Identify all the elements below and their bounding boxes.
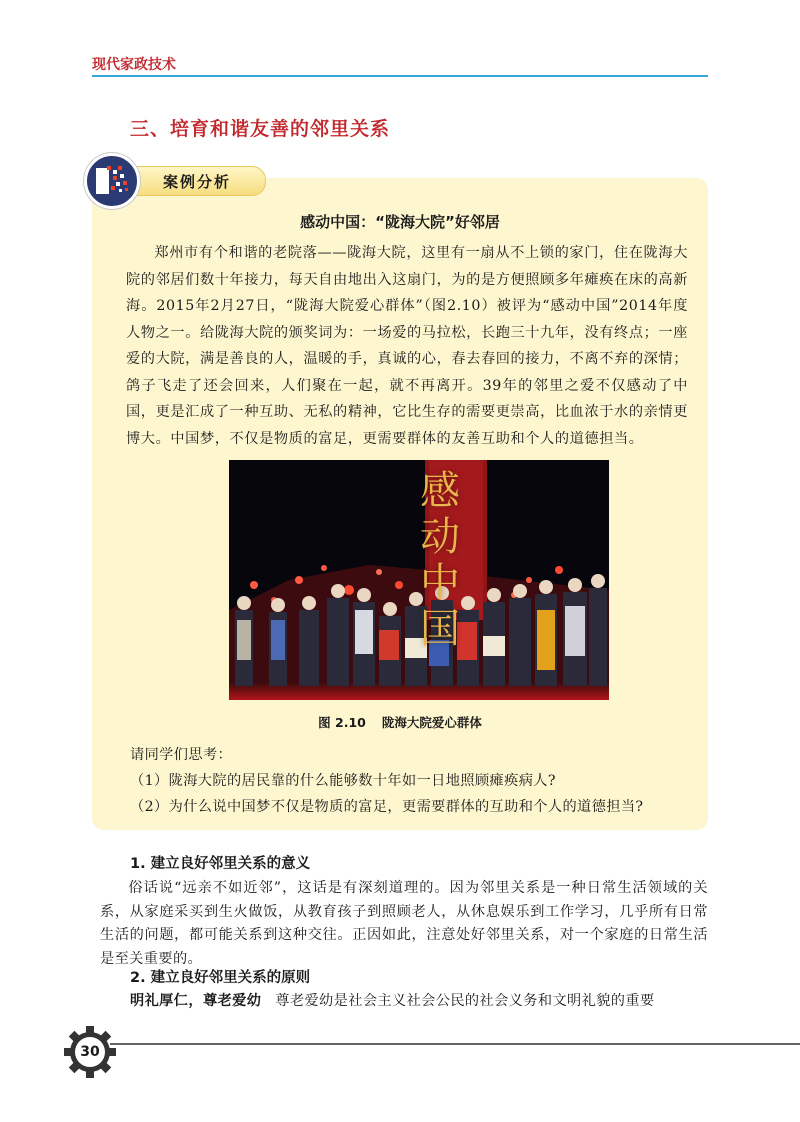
header-divider xyxy=(92,75,708,77)
page-number: 30 xyxy=(80,1044,100,1060)
footer-divider xyxy=(110,1043,800,1045)
section-title: 三、培育和谐友善的邻里关系 xyxy=(130,118,391,140)
body-paragraph-1: 俗话说“远亲不如近邻”，这话是有深刻道理的。因为邻里关系是一种日常生活领域的关系，从家庭采买到生火做饭，从教育孩子到照顾老人，从休息娱乐到工作学习，几乎所有日常生活的问题，都可能关系到这种交往。正因如此，注意处好邻里关系，对一个家庭的日常生活是至关重要的。 xyxy=(100,880,708,967)
think-intro: 请同学们思考： xyxy=(130,747,233,763)
subheading-1: 1. 建立良好邻里关系的意义 xyxy=(130,856,311,872)
question-1: （1）陇海大院的居民靠的什么能够数十年如一日地照顾瘫痪病人? xyxy=(130,773,556,789)
figure-number: 图 2.10 xyxy=(318,715,366,730)
case-analysis-tab xyxy=(118,166,266,196)
figure-photo xyxy=(229,460,609,700)
question-2: （2）为什么说中国梦不仅是物质的富足，更需要群体的互助和个人的道德担当? xyxy=(130,799,644,815)
principle-title: 明礼厚仁，尊老爱幼 xyxy=(130,993,262,1009)
running-header: 现代家政技术 xyxy=(92,57,176,73)
subheading-2: 2. 建立良好邻里关系的原则 xyxy=(130,970,311,986)
principle-line xyxy=(130,990,655,1010)
figure-caption-text: 陇海大院爱心群体 xyxy=(381,715,482,730)
case-paragraph: 郑州市有个和谐的老院落——陇海大院，这里有一扇从不上锁的家门，住在陇海大院的邻居们数十年接力，每天自由地出入这扇门，为的是方便照顾多年瘫痪在床的高新海。2015年2月27日，“陇海大院爱心群体”（图2.10）被评为“感动中国”2014年度人物之一。给陇海大院的颁奖词为：一场爱的马拉松，长跑三十九年，没有终点；一座爱的大院，满是善良的人，温暖的手，真诚的心，春去春回的接力，不离不弃的深情；鸽子飞走了还会回来，人们聚在一起，就不再离开。39年的邻里之爱不仅感动了中国，更是汇成了一种互助、无私的精神，它比生存的需要更崇高，比血浓于水的亲情更博大。中国梦，不仅是物质的富足，更需要群体的友善互助和个人的道德担当。 xyxy=(126,245,688,447)
case-heading: 感动中国：“陇海大院”好邻居 xyxy=(300,213,500,231)
photo-sign-text: 感动中国 xyxy=(420,468,460,652)
case-analysis-icon xyxy=(84,153,140,209)
figure-caption xyxy=(92,713,708,731)
case-analysis-label: 案例分析 xyxy=(163,173,232,191)
principle-text: 尊老爱幼是社会主义社会公民的社会义务和文明礼貌的重要 xyxy=(275,993,655,1009)
